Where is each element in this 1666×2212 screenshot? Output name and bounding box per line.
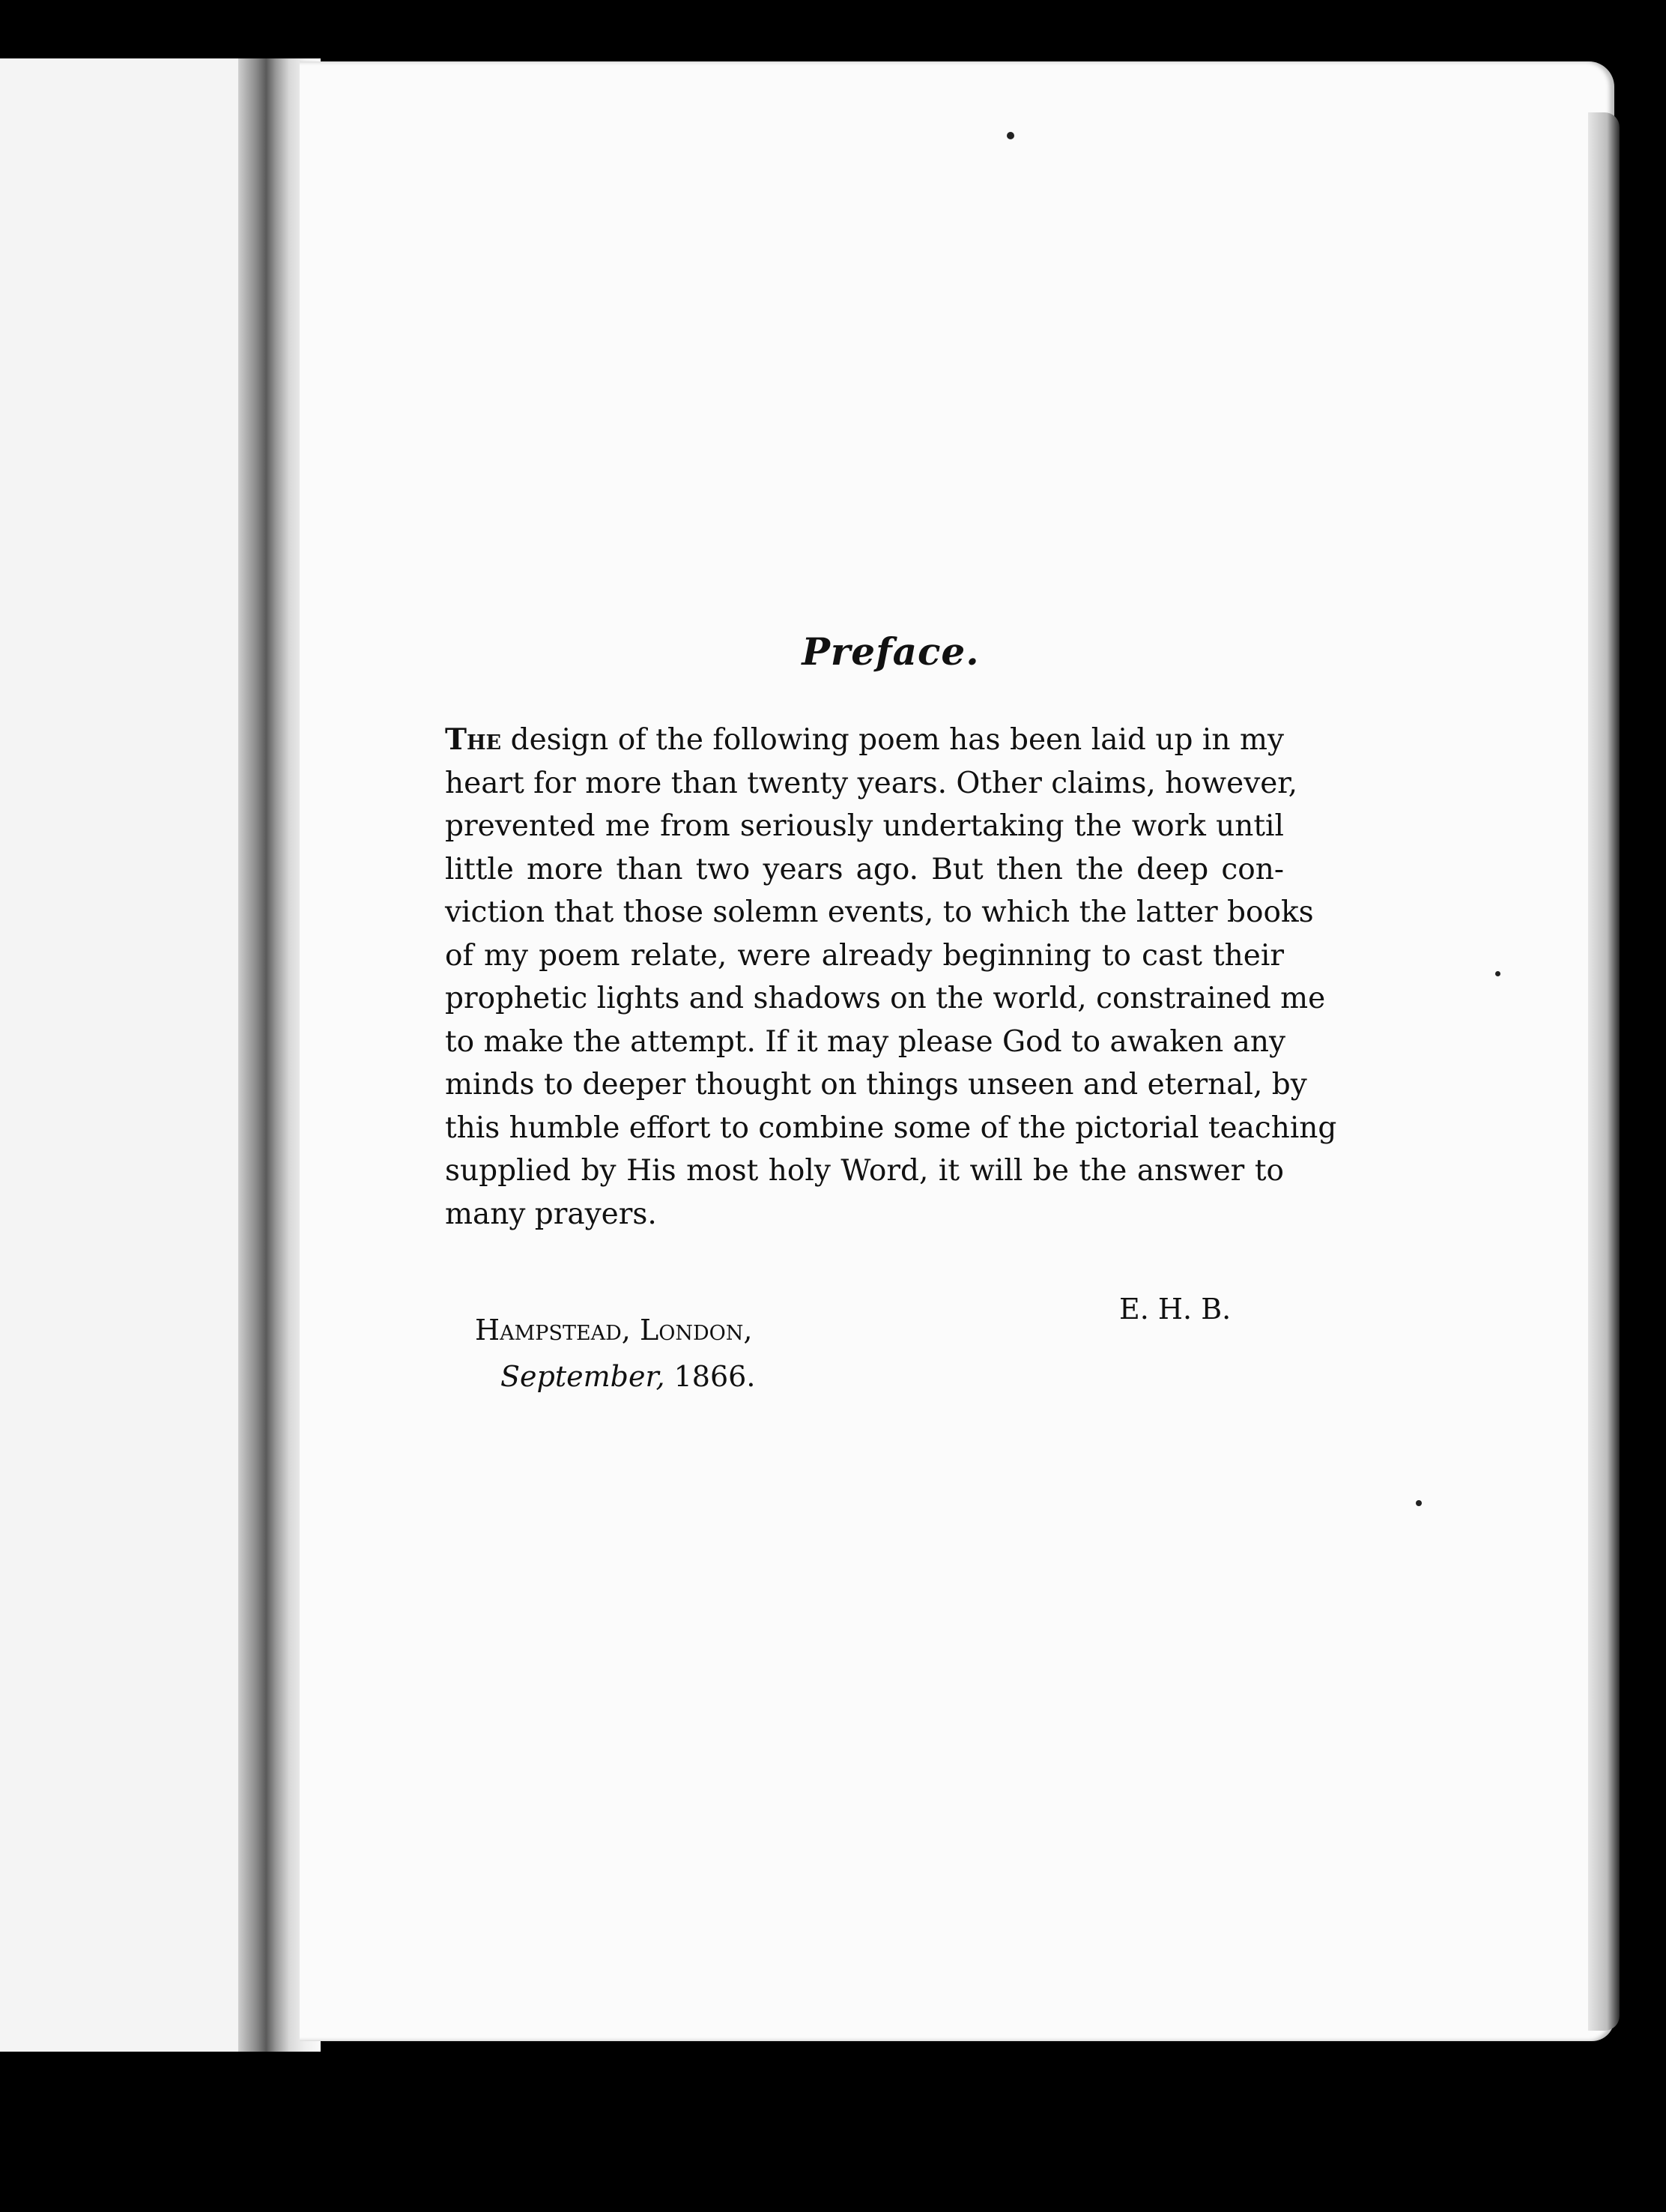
- scan-speck: [1007, 132, 1014, 139]
- text-line: this humble effort to combine some of the pictorial teaching: [445, 1110, 1337, 1145]
- text-line: of my poem relate, were already beginning to cast their: [445, 938, 1284, 973]
- text-line: prophetic lights and shadows on the world, constrained me: [445, 982, 1326, 1015]
- text-line: supplied by His most holy Word, it will be the answer to: [445, 1154, 1284, 1188]
- text-line: viction that those solemn events, to which the latter books: [445, 895, 1314, 929]
- page-edge: [1588, 112, 1620, 2031]
- text-line: The design of the following poem has been laid up in my: [445, 722, 1284, 757]
- scan-speck: [1495, 971, 1500, 976]
- author-initials: E. H. B.: [1119, 1293, 1232, 1326]
- date-month: September,: [500, 1360, 665, 1393]
- text-line: many prayers.: [445, 1197, 657, 1231]
- place-line: Hampstead, London,: [475, 1314, 753, 1347]
- preface-text-block: [445, 629, 1337, 1236]
- text-line: to make the attempt. If it may please God to awaken any: [445, 1024, 1286, 1059]
- date-line: [500, 1360, 755, 1393]
- scan-speck: [1416, 1500, 1422, 1506]
- page-title: Preface.: [802, 629, 980, 674]
- preface-paragraph: [445, 719, 1337, 1236]
- opening-word: The: [445, 722, 502, 757]
- text-line: minds to deeper thought on things unseen and eternal, by: [445, 1068, 1307, 1102]
- text-line: little more than two years ago. But then the deep con-: [445, 852, 1284, 886]
- text-line: heart for more than twenty years. Other claims, however,: [445, 766, 1298, 800]
- text-line: prevented me from seriously undertaking the work until: [445, 809, 1284, 843]
- date-year: 1866.: [664, 1360, 756, 1393]
